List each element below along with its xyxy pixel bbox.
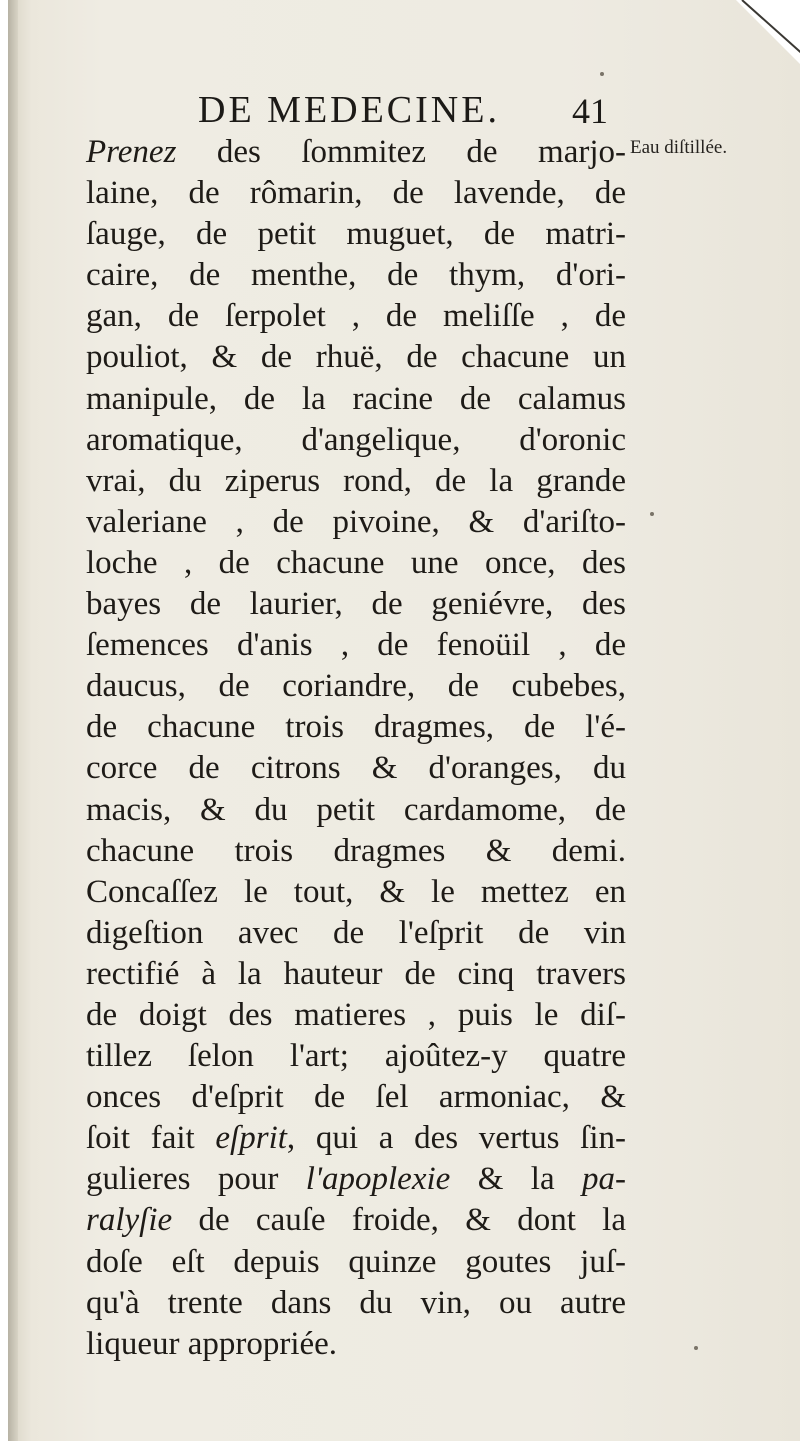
paper-speck: [694, 1346, 698, 1350]
text-segment: valeriane , de pivoine, & d'ariſto-: [86, 503, 626, 540]
body-text: [86, 132, 626, 1365]
text-segment: ſoit fait: [86, 1120, 216, 1157]
text-line: [86, 461, 626, 502]
text-line: [86, 1242, 626, 1283]
text-segment: , qui a des vertus ſin-: [286, 1120, 626, 1157]
text-line: [86, 502, 626, 543]
folded-corner: [736, 0, 800, 80]
text-line: [86, 1200, 626, 1241]
text-line: [86, 584, 626, 625]
text-segment: vrai, du ziperus rond, de la grande: [86, 462, 626, 499]
margin-note: Eau diſtillée.: [630, 137, 728, 158]
text-line: [86, 913, 626, 954]
text-line: [86, 954, 626, 995]
italic-text: Prenez: [86, 134, 177, 170]
text-segment: Concaſſez le tout, & le mettez en: [86, 873, 626, 910]
text-line: [86, 1036, 626, 1077]
text-line: [86, 831, 626, 872]
text-line: [86, 748, 626, 789]
text-segment: tillez ſelon l'art; ajoûtez-y quatre: [86, 1038, 626, 1075]
text-line: [86, 707, 626, 748]
italic-text: ralyſie: [86, 1202, 173, 1239]
text-segment: digeſtion avec de l'eſprit de vin: [86, 914, 626, 951]
text-line: [86, 995, 626, 1036]
text-line: [86, 666, 626, 707]
text-line: [86, 420, 626, 461]
running-header: [198, 88, 618, 138]
text-line: [86, 1324, 626, 1365]
text-line: [86, 214, 626, 255]
italic-text: pa-: [582, 1161, 627, 1198]
paper-speck: [600, 72, 604, 76]
text-segment: macis, & du petit cardamome, de: [86, 791, 626, 828]
text-segment: laine, de rômarin, de lavende, de: [86, 175, 626, 212]
text-segment: & la: [450, 1161, 583, 1198]
text-line: [86, 1283, 626, 1324]
text-segment: liqueur appropriée.: [86, 1325, 338, 1362]
text-segment: corce de citrons & d'oranges, du: [86, 750, 626, 787]
text-line: [86, 543, 626, 584]
italic-text: l'apoplexie: [305, 1161, 451, 1198]
text-segment: chacune trois dragmes & demi.: [86, 832, 626, 869]
text-segment: aromatique, d'angelique, d'oronic: [86, 421, 626, 458]
text-segment: de chacune trois dragmes, de l'é-: [86, 709, 626, 746]
italic-text: eſprit: [215, 1120, 287, 1157]
running-title: DE MEDECINE.: [198, 89, 500, 131]
paper-speck: [650, 512, 654, 516]
text-line: [86, 1118, 626, 1159]
text-segment: onces d'eſprit de ſel armoniac, &: [86, 1079, 626, 1116]
page-gutter-edge: [8, 0, 18, 1441]
text-segment: gulieres pour: [86, 1161, 306, 1198]
text-segment: qu'à trente dans du vin, ou autre: [86, 1284, 626, 1321]
text-segment: daucus, de coriandre, de cubebes,: [86, 668, 626, 705]
text-segment: de doigt des matieres , puis le diſ-: [86, 996, 626, 1033]
text-line: [86, 173, 626, 214]
text-line: [86, 255, 626, 296]
text-segment: pouliot, & de rhuë, de chacune un: [86, 339, 626, 376]
text-segment: bayes de laurier, de geniévre, des: [86, 586, 626, 623]
book-page: [8, 0, 800, 1441]
text-segment: rectifié à la hauteur de cinq travers: [86, 955, 626, 992]
text-line: [86, 625, 626, 666]
text-segment: manipule, de la racine de calamus: [86, 380, 626, 417]
text-line: [86, 337, 626, 378]
text-line: [86, 1077, 626, 1118]
text-line: [86, 379, 626, 420]
text-segment: doſe eſt depuis quinze goutes juſ-: [86, 1243, 626, 1280]
text-line: [86, 790, 626, 831]
text-line: [86, 132, 626, 173]
text-segment: ſauge, de petit muguet, de matri-: [86, 216, 626, 253]
text-segment: des ſommitez de marjo-: [176, 134, 626, 170]
page-number: 41: [572, 91, 608, 131]
text-segment: caire, de menthe, de thym, d'ori-: [86, 257, 626, 294]
text-line: [86, 872, 626, 913]
text-segment: gan, de ſerpolet , de meliſſe , de: [86, 298, 626, 335]
text-segment: loche , de chacune une once, des: [86, 544, 626, 581]
text-line: [86, 1159, 626, 1200]
text-segment: de cauſe froide, & dont la: [172, 1202, 626, 1239]
text-line: [86, 296, 626, 337]
text-segment: ſemences d'anis , de fenoüil , de: [86, 627, 626, 664]
